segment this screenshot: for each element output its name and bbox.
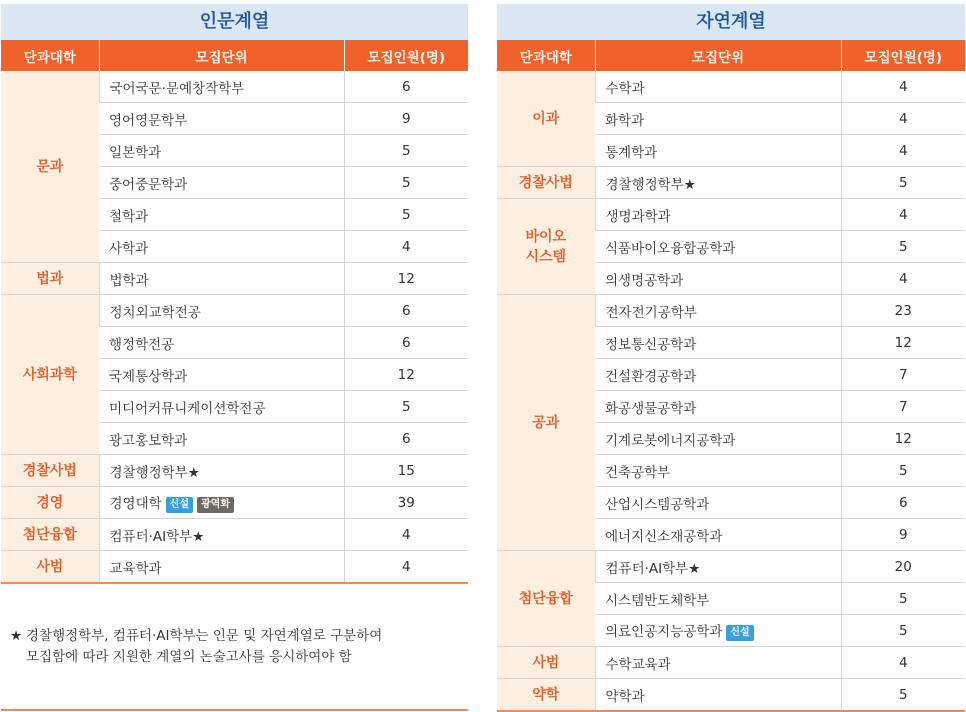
unit-name: 광고홍보학과 bbox=[109, 432, 188, 449]
unit-name: 미디어커뮤니케이션학전공 bbox=[109, 400, 266, 417]
unit-cell bbox=[595, 327, 841, 359]
unit-name: 의료인공지능공학과 bbox=[605, 624, 723, 640]
table-row bbox=[497, 679, 965, 712]
humanities-title: 인문계열 bbox=[1, 4, 468, 40]
footnote-line-1 bbox=[10, 626, 460, 647]
college-cell: 문과 bbox=[1, 71, 99, 263]
humanities-table-body bbox=[1, 71, 468, 583]
unit-cell bbox=[99, 423, 344, 455]
header-college: 단과대학 bbox=[1, 40, 99, 71]
new-badge: 신설 bbox=[726, 625, 753, 641]
star-icon: ★ bbox=[10, 628, 23, 644]
unit-cell bbox=[595, 519, 841, 551]
count-cell: 5 bbox=[841, 455, 965, 487]
unit-cell bbox=[595, 423, 841, 455]
college-cell: 공과 bbox=[497, 295, 595, 551]
count-cell: 4 bbox=[344, 231, 468, 263]
unit-name: 산업시스템공학과 bbox=[605, 496, 710, 513]
count-cell: 9 bbox=[841, 519, 965, 551]
table-row bbox=[497, 71, 965, 103]
count-cell: 12 bbox=[344, 263, 468, 295]
unit-cell bbox=[595, 647, 841, 679]
unit-name: 경영대학 bbox=[109, 496, 162, 512]
unit-cell bbox=[595, 615, 841, 647]
college-cell: 법과 bbox=[1, 263, 99, 295]
count-cell: 5 bbox=[841, 231, 965, 263]
header-unit: 모집단위 bbox=[99, 40, 344, 71]
unit-cell bbox=[595, 103, 841, 135]
unit-cell bbox=[595, 199, 841, 231]
natural-sciences-panel bbox=[497, 4, 965, 712]
count-cell: 4 bbox=[344, 551, 468, 584]
count-cell: 5 bbox=[344, 391, 468, 423]
table-row bbox=[1, 263, 468, 295]
unit-name: 식품바이오융합공학과 bbox=[605, 240, 736, 257]
unit-name: 국어국문·문예창작학부 bbox=[109, 80, 245, 97]
unit-name: 기계로봇에너지공학과 bbox=[605, 432, 736, 449]
college-cell: 바이오 시스템 bbox=[497, 199, 595, 295]
unit-cell bbox=[595, 359, 841, 391]
count-cell: 4 bbox=[841, 135, 965, 167]
unit-cell bbox=[595, 487, 841, 519]
header-college: 단과대학 bbox=[497, 40, 595, 71]
unit-cell bbox=[595, 295, 841, 327]
unit-cell bbox=[99, 103, 344, 135]
unit-name: 사학과 bbox=[109, 240, 149, 257]
unit-cell bbox=[99, 167, 344, 199]
count-cell: 12 bbox=[344, 359, 468, 391]
unit-name: 경찰행정학부★ bbox=[605, 176, 696, 193]
college-cell: 이과 bbox=[497, 71, 595, 167]
count-cell: 6 bbox=[841, 487, 965, 519]
unit-name: 건설환경공학과 bbox=[605, 368, 697, 385]
unit-name: 컴퓨터·AI학부★ bbox=[605, 560, 701, 577]
footnote-text-2: 모집함에 따라 지원한 계열의 논술고사를 응시하여야 함 bbox=[26, 649, 352, 665]
unit-name: 일본학과 bbox=[109, 144, 162, 161]
college-cell: 사회과학 bbox=[1, 295, 99, 455]
unit-name: 컴퓨터·AI학부★ bbox=[109, 528, 205, 545]
unit-name: 법학과 bbox=[109, 272, 149, 289]
count-cell: 7 bbox=[841, 359, 965, 391]
unit-cell bbox=[595, 71, 841, 103]
count-cell: 4 bbox=[841, 263, 965, 295]
humanities-panel bbox=[1, 4, 468, 584]
unit-name: 정치외교학전공 bbox=[109, 304, 201, 321]
count-cell: 5 bbox=[344, 135, 468, 167]
table-row bbox=[497, 647, 965, 679]
count-cell: 4 bbox=[841, 199, 965, 231]
unit-cell bbox=[99, 551, 344, 584]
count-cell: 6 bbox=[344, 327, 468, 359]
count-cell: 4 bbox=[841, 647, 965, 679]
college-cell: 경영 bbox=[1, 487, 99, 519]
unit-cell bbox=[595, 231, 841, 263]
unit-cell bbox=[99, 295, 344, 327]
natural-sciences-table bbox=[497, 40, 965, 712]
unit-name: 시스템반도체학부 bbox=[605, 592, 710, 609]
count-cell: 5 bbox=[344, 167, 468, 199]
count-cell: 5 bbox=[841, 583, 965, 615]
unit-cell bbox=[99, 519, 344, 551]
unit-name: 철학과 bbox=[109, 208, 149, 225]
count-cell: 12 bbox=[841, 423, 965, 455]
count-cell: 12 bbox=[841, 327, 965, 359]
unit-name: 수학과 bbox=[605, 80, 645, 97]
count-cell: 9 bbox=[344, 103, 468, 135]
natural-sciences-title: 자연계열 bbox=[497, 4, 965, 40]
count-cell: 20 bbox=[841, 551, 965, 583]
unit-cell bbox=[99, 135, 344, 167]
natural-sciences-table-body bbox=[497, 71, 965, 711]
table-row bbox=[497, 551, 965, 583]
unit-cell bbox=[99, 263, 344, 295]
count-cell: 4 bbox=[841, 71, 965, 103]
header-unit: 모집단위 bbox=[595, 40, 841, 71]
unit-cell bbox=[595, 263, 841, 295]
unit-name: 에너지신소재공학과 bbox=[605, 528, 723, 545]
unit-name: 행정학전공 bbox=[109, 336, 175, 353]
unit-name: 교육학과 bbox=[109, 560, 162, 577]
count-cell: 5 bbox=[841, 615, 965, 647]
table-row bbox=[1, 487, 468, 519]
unit-name: 화공생물공학과 bbox=[605, 400, 697, 417]
header-count: 모집인원(명) bbox=[841, 40, 965, 71]
count-cell: 6 bbox=[344, 295, 468, 327]
count-cell: 5 bbox=[344, 199, 468, 231]
college-cell: 사범 bbox=[1, 551, 99, 584]
unit-name: 전자전기공학부 bbox=[605, 304, 697, 321]
table-row bbox=[497, 295, 965, 327]
count-cell: 5 bbox=[841, 679, 965, 712]
college-cell: 첨단융합 bbox=[497, 551, 595, 647]
college-cell: 첨단융합 bbox=[1, 519, 99, 551]
unit-cell bbox=[99, 359, 344, 391]
new-badge: 신설 bbox=[166, 497, 193, 513]
college-cell: 경찰사법 bbox=[497, 167, 595, 199]
unit-cell bbox=[595, 167, 841, 199]
college-cell: 약학 bbox=[497, 679, 595, 712]
count-cell: 5 bbox=[841, 167, 965, 199]
count-cell: 39 bbox=[344, 487, 468, 519]
count-cell: 4 bbox=[344, 519, 468, 551]
table-row bbox=[1, 295, 468, 327]
unit-name: 영어영문학부 bbox=[109, 112, 188, 129]
unit-cell bbox=[99, 327, 344, 359]
count-cell: 6 bbox=[344, 423, 468, 455]
table-row bbox=[1, 551, 468, 584]
count-cell: 6 bbox=[344, 71, 468, 103]
unit-name: 의생명공학과 bbox=[605, 272, 684, 289]
unit-cell bbox=[99, 391, 344, 423]
unit-cell bbox=[99, 199, 344, 231]
header-count: 모집인원(명) bbox=[344, 40, 468, 71]
unit-cell bbox=[99, 231, 344, 263]
table-row bbox=[497, 199, 965, 231]
unit-name: 통계학과 bbox=[605, 144, 658, 161]
count-cell: 15 bbox=[344, 455, 468, 487]
unit-cell bbox=[595, 135, 841, 167]
table-row bbox=[1, 71, 468, 103]
unit-name: 화학과 bbox=[605, 112, 645, 129]
unit-name: 생명과학과 bbox=[605, 208, 671, 225]
divider bbox=[1, 709, 468, 711]
unit-cell bbox=[595, 583, 841, 615]
expansion-badge: 광역화 bbox=[197, 497, 234, 513]
unit-cell bbox=[99, 487, 344, 519]
unit-name: 중어중문학과 bbox=[109, 176, 188, 193]
unit-name: 국제통상학과 bbox=[109, 368, 188, 385]
college-cell: 경찰사법 bbox=[1, 455, 99, 487]
unit-cell bbox=[595, 455, 841, 487]
unit-cell bbox=[595, 391, 841, 423]
footnote bbox=[10, 626, 460, 668]
count-cell: 4 bbox=[841, 103, 965, 135]
unit-name: 건축공학부 bbox=[605, 464, 671, 481]
unit-cell bbox=[99, 71, 344, 103]
unit-cell bbox=[99, 455, 344, 487]
count-cell: 7 bbox=[841, 391, 965, 423]
unit-name: 정보통신공학과 bbox=[605, 336, 697, 353]
college-cell: 사범 bbox=[497, 647, 595, 679]
table-row bbox=[1, 519, 468, 551]
count-cell: 23 bbox=[841, 295, 965, 327]
unit-name: 수학교육과 bbox=[605, 656, 671, 673]
footnote-text-1: 경찰행정학부, 컴퓨터·AI학부는 인문 및 자연계열로 구분하여 bbox=[26, 628, 383, 644]
table-row bbox=[1, 455, 468, 487]
table-row bbox=[497, 167, 965, 199]
unit-cell bbox=[595, 551, 841, 583]
unit-cell bbox=[595, 679, 841, 712]
unit-name: 경찰행정학부★ bbox=[109, 464, 200, 481]
unit-name: 약학과 bbox=[605, 688, 645, 705]
humanities-table bbox=[1, 40, 468, 584]
